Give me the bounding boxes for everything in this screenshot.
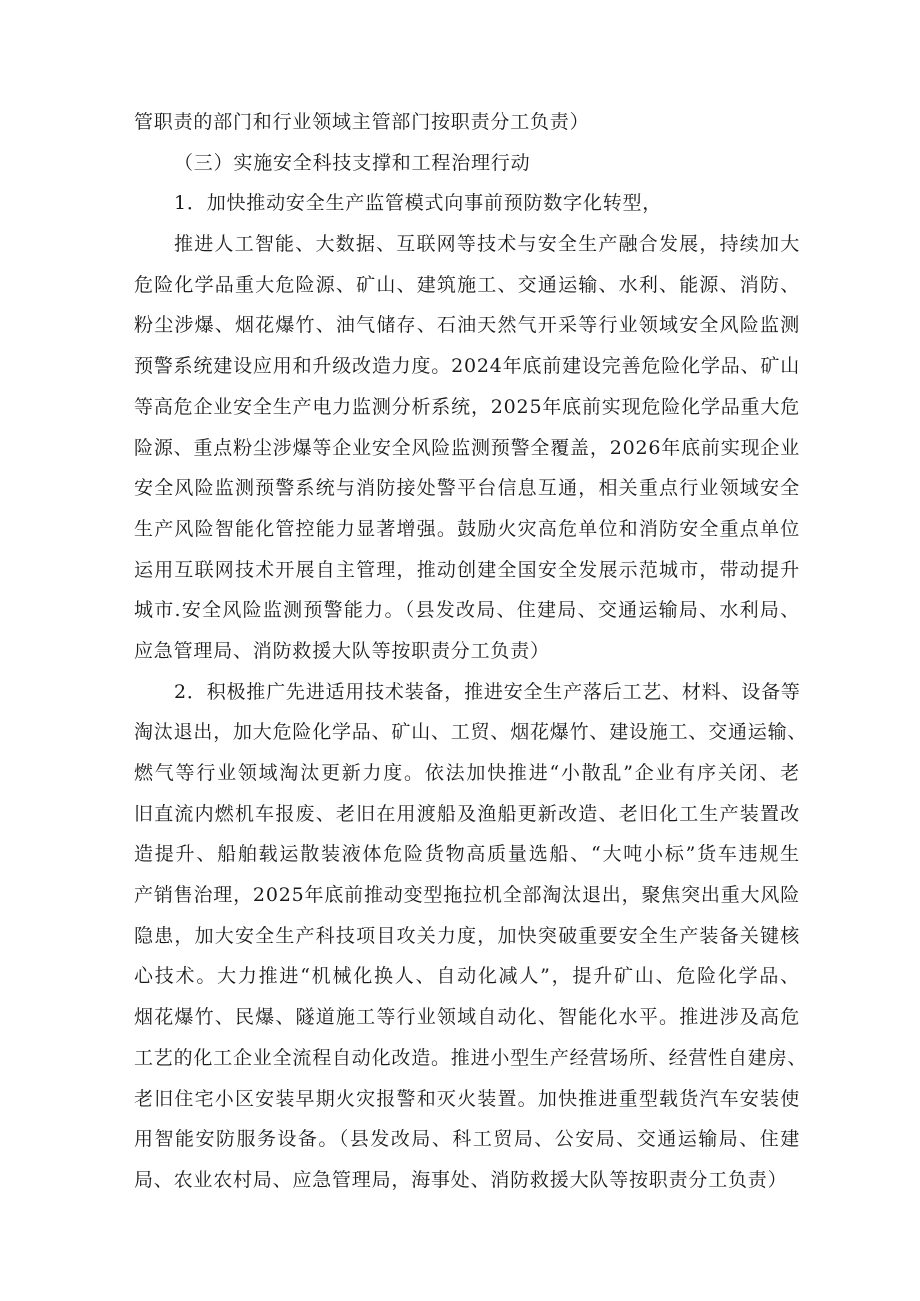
paragraph-line: 管职责的部门和行业领域主管部门按职责分工负责）	[134, 111, 590, 133]
section-heading: （三）实施安全科技支撑和工程治理行动	[174, 151, 531, 174]
paragraph-line: 生产风险智能化管控能力显著增强。鼓励火灾高危单位和消防安全重点单位	[134, 517, 800, 540]
paragraph-line: 工艺的化工企业全流程自动化改造。推进小型生产经营场所、经营性自建房、	[134, 1046, 808, 1069]
paragraph-line: 老旧住宅小区安装早期火灾报警和灭火装置。加快推进重型载货汽车安装使	[134, 1087, 800, 1110]
subsection-heading: 1．加快推动安全生产监管模式向事前预防数字化转型，	[174, 192, 663, 215]
paragraph-line: 安全风险监测预警系统与消防接处警平台信息互通，相关重点行业领域安全	[134, 477, 800, 500]
paragraph-line: 造提升、船舶载运散装液体危险货物高质量选船、“大吨小标”货车违规生	[134, 843, 800, 866]
paragraph-line: 局、农业农村局、应急管理局，海事处、消防救援大队等按职责分工负责）	[134, 1168, 788, 1191]
paragraph-line: 等高危企业安全生产电力监测分析系统，2025年底前实现危险化学品重大危	[134, 395, 800, 418]
paragraph-line: 城市.安全风险监测预警能力。（县发改局、住建局、交通运输局、水利局、	[134, 599, 800, 622]
paragraph-line: 险源、重点粉尘涉爆等企业安全风险监测预警全覆盖，2026年底前实现企业	[134, 436, 800, 459]
paragraph-line: 淘汰退出，加大危险化学品、矿山、工贸、烟花爆竹、建设施工、交通运输、	[134, 721, 808, 744]
paragraph-line: 隐患，加大安全生产科技项目攻关力度，加快突破重要安全生产装备关键核	[134, 924, 800, 947]
paragraph-line: 燃气等行业领域淘汰更新力度。依法加快推进“小散乱”企业有序关闭、老	[134, 762, 800, 784]
paragraph-line: 旧直流内燃机车报废、老旧在用渡船及渔船更新改造、老旧化工生产装置改	[134, 802, 800, 825]
paragraph-line: 2．积极推广先进适用技术装备，推进安全生产落后工艺、材料、设备等	[174, 680, 801, 703]
paragraph-line: 推进人工智能、大数据、互联网等技术与安全生产融合发展，持续加大	[174, 233, 800, 256]
paragraph-line: 危险化学品重大危险源、矿山、建筑施工、交通运输、水利、能源、消防、	[134, 273, 800, 296]
document-body	[134, 102, 808, 1201]
paragraph-line: 运用互联网技术开展自主管理，推动创建全国安全发展示范城市，带动提升	[134, 558, 800, 581]
paragraph-line: 预警系统建设应用和升级改造力度。2024年底前建设完善危险化学品、矿山	[134, 355, 800, 378]
paragraph-line: 产销售治理，2025年底前推动变型拖拉机全部淘汰退出，聚焦突出重大风险	[134, 884, 800, 907]
paragraph-line: 应急管理局、消防救援大队等按职责分工负责）	[134, 639, 550, 662]
paragraph-line: 烟花爆竹、民爆、隧道施工等行业领域自动化、智能化水平。推进涉及高危	[134, 1006, 800, 1029]
paragraph-line: 粉尘涉爆、烟花爆竹、油气储存、石油天然气开采等行业领域安全风险监测	[134, 314, 800, 337]
paragraph-line: 心技术。大力推进“机械化换人、自动化减人”，提升矿山、危险化学品、	[134, 965, 800, 988]
paragraph-line: 用智能安防服务设备。（县发改局、科工贸局、公安局、交通运输局、住建	[134, 1128, 800, 1151]
